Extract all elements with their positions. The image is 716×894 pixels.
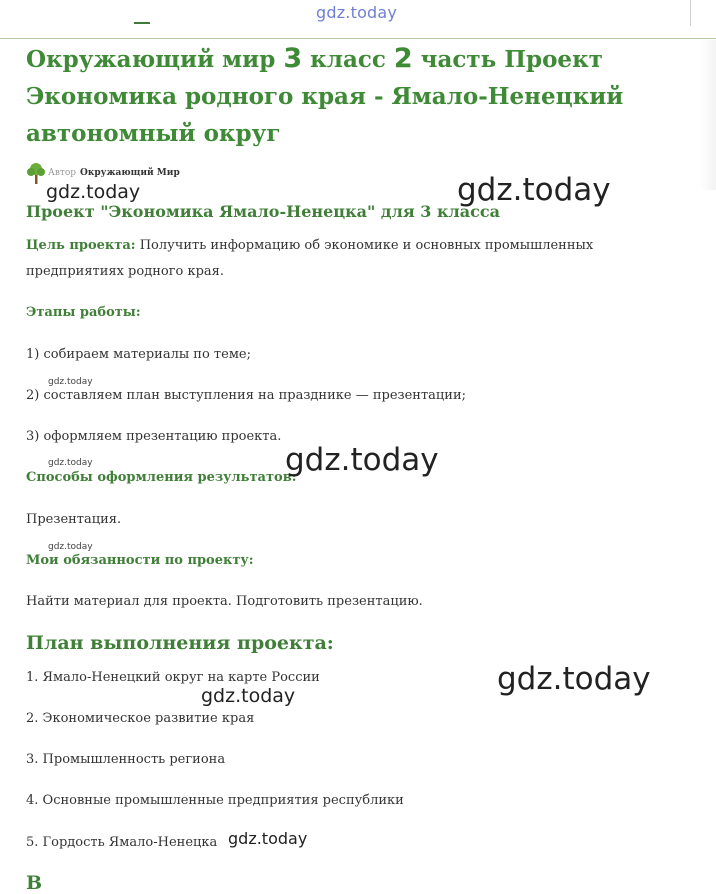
format-text: Презентация. (26, 512, 122, 527)
top-bar (0, 0, 716, 39)
plan-item-1: 1. Ямало-Ненецкий округ на карте России (26, 670, 320, 685)
plan-item-4: 4. Основные промышленные предприятия республики (26, 793, 404, 808)
watermark: gdz.today (48, 542, 93, 552)
menu-dash[interactable] (134, 22, 150, 24)
watermark: gdz.today (457, 172, 611, 208)
section-subtitle: Проект "Экономика Ямало-Ненецка" для 3 класса (26, 202, 501, 221)
goal-text-line1: Получить информацию об экономике и основных промышленных (135, 238, 594, 253)
watermark: gdz.today (201, 685, 296, 707)
goal-label: Цель проекта: (26, 238, 136, 253)
plan-item-3: 3. Промышленность региона (26, 752, 226, 767)
tree-icon (26, 162, 46, 184)
watermark: gdz.today (48, 377, 93, 387)
author-name[interactable]: Окружающий Мир (80, 168, 180, 178)
watermark: gdz.today (48, 458, 93, 468)
watermark: gdz.today (497, 661, 651, 697)
plan-item-2: 2. Экономическое развитие края (26, 711, 255, 726)
format-header: Способы оформления результатов: (26, 470, 297, 485)
top-divider (690, 0, 691, 26)
next-section-heading: В (26, 872, 43, 894)
stage-item-1: 1) собираем материалы по теме; (26, 347, 251, 362)
goal-text-line2: предприятиях родного края. (26, 264, 225, 279)
watermark: gdz.today (285, 442, 439, 478)
plan-header: План выполнения проекта: (26, 632, 334, 654)
side-shadow (700, 40, 716, 190)
project-goal (26, 233, 666, 285)
watermark: gdz.today (46, 181, 141, 203)
page-title: Окружающий мир 3 класс 2 часть Проект Экономика родного края - Ямало-Ненецкий автономный округ (26, 43, 624, 147)
watermark: gdz.today (228, 829, 308, 848)
author-label: Автор (48, 168, 77, 178)
site-logo[interactable]: gdz.today (316, 3, 398, 22)
stages-header: Этапы работы: (26, 305, 141, 320)
stage-item-2: 2) составляем план выступления на празднике — презентации; (26, 388, 466, 403)
plan-item-5: 5. Гордость Ямало-Ненецка (26, 835, 218, 850)
duties-text: Найти материал для проекта. Подготовить презентацию. (26, 594, 423, 609)
stage-item-3: 3) оформляем презентацию проекта. (26, 429, 282, 444)
duties-header: Мои обязанности по проекту: (26, 553, 254, 568)
